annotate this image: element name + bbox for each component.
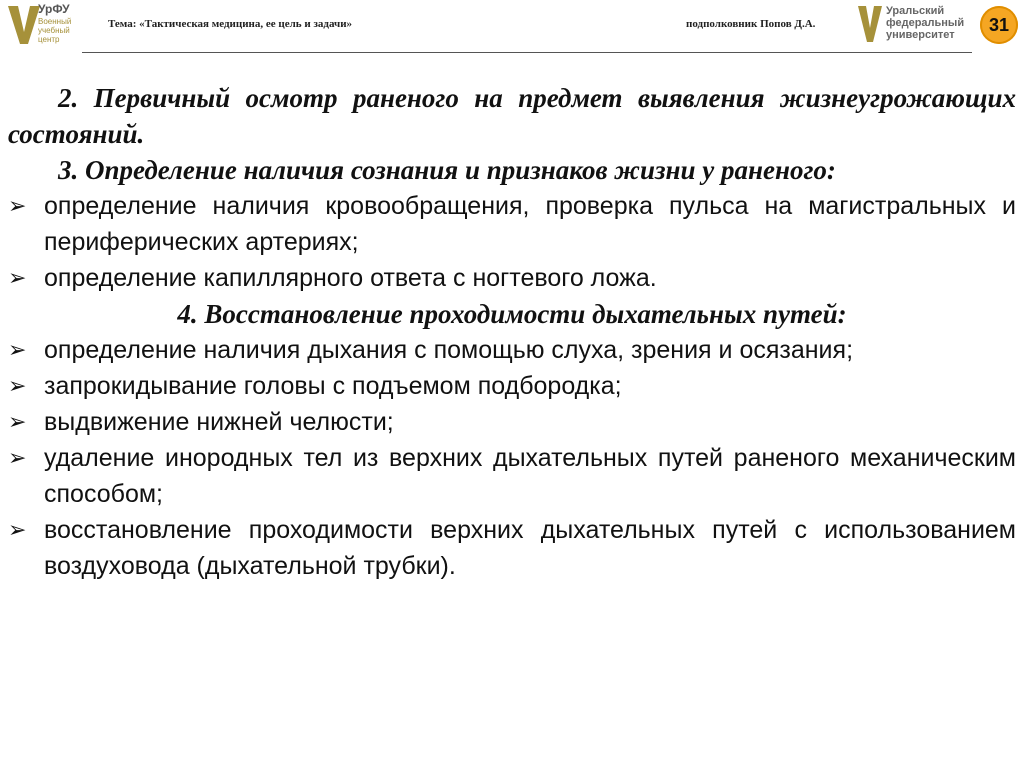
logo-left-line-4: центр bbox=[38, 35, 60, 44]
logo-left-line-1: УрФУ bbox=[38, 2, 70, 16]
list-item bbox=[8, 188, 1016, 260]
arrow-bullet-icon: ➢ bbox=[8, 337, 27, 362]
arrow-bullet-icon: ➢ bbox=[8, 373, 27, 398]
slide-author: подполковник Попов Д.А. bbox=[686, 18, 816, 30]
urfu-military-center-logo bbox=[4, 2, 84, 48]
item-4-heading: 4. Восстановление проходимости дыхательных путей: bbox=[177, 299, 847, 329]
arrow-bullet-icon: ➢ bbox=[8, 445, 27, 470]
list-item bbox=[8, 404, 1016, 440]
list-item-text: запрокидывание головы с подъемом подбородка; bbox=[44, 372, 622, 400]
list-item bbox=[8, 332, 1016, 368]
urfu-emblem-icon bbox=[856, 4, 884, 44]
arrow-bullet-icon: ➢ bbox=[8, 517, 27, 542]
list-item bbox=[8, 440, 1016, 512]
arrow-bullet-icon: ➢ bbox=[8, 409, 27, 434]
list-item-text: удаление инородных тел из верхних дыхательных путей раненого механическим способом; bbox=[44, 444, 1016, 508]
logo-left-line-3: учебный bbox=[38, 26, 70, 35]
slide-content bbox=[8, 80, 1016, 584]
list-item-text: восстановление проходимости верхних дыхательных путей с использованием воздуховода (дыхательной трубки). bbox=[44, 516, 1016, 580]
list-item bbox=[8, 260, 1016, 296]
slide-topic: Тема: «Тактическая медицина, ее цель и задачи» bbox=[108, 18, 353, 30]
arrow-bullet-icon: ➢ bbox=[8, 193, 27, 218]
item-3-heading: 3. Определение наличия сознания и признаков жизни у раненого: bbox=[58, 155, 836, 185]
header-divider bbox=[82, 52, 972, 53]
list-item-text: выдвижение нижней челюсти; bbox=[44, 408, 394, 436]
item-2-heading: 2. Первичный осмотр раненого на предмет выявления жизнеугрожающих состояний. bbox=[8, 83, 1016, 149]
arrow-bullet-icon: ➢ bbox=[8, 265, 27, 290]
slide-number-badge: 31 bbox=[980, 6, 1018, 44]
logo-right-line-2: федеральный bbox=[886, 17, 965, 29]
logo-right-line-1: Уральский bbox=[886, 5, 945, 17]
list-item-text: определение капиллярного ответа с ногтевого ложа. bbox=[44, 264, 657, 292]
logo-right-line-3: университет bbox=[886, 29, 955, 41]
list-item-text: определение наличия кровообращения, проверка пульса на магистральных и периферических артериях; bbox=[44, 192, 1016, 256]
list-item-text: определение наличия дыхания с помощью слуха, зрения и осязания; bbox=[44, 336, 854, 364]
list-item bbox=[8, 512, 1016, 584]
list-item bbox=[8, 368, 1016, 404]
ural-federal-university-logo bbox=[856, 4, 976, 44]
logo-left-line-2: Военный bbox=[38, 17, 72, 26]
